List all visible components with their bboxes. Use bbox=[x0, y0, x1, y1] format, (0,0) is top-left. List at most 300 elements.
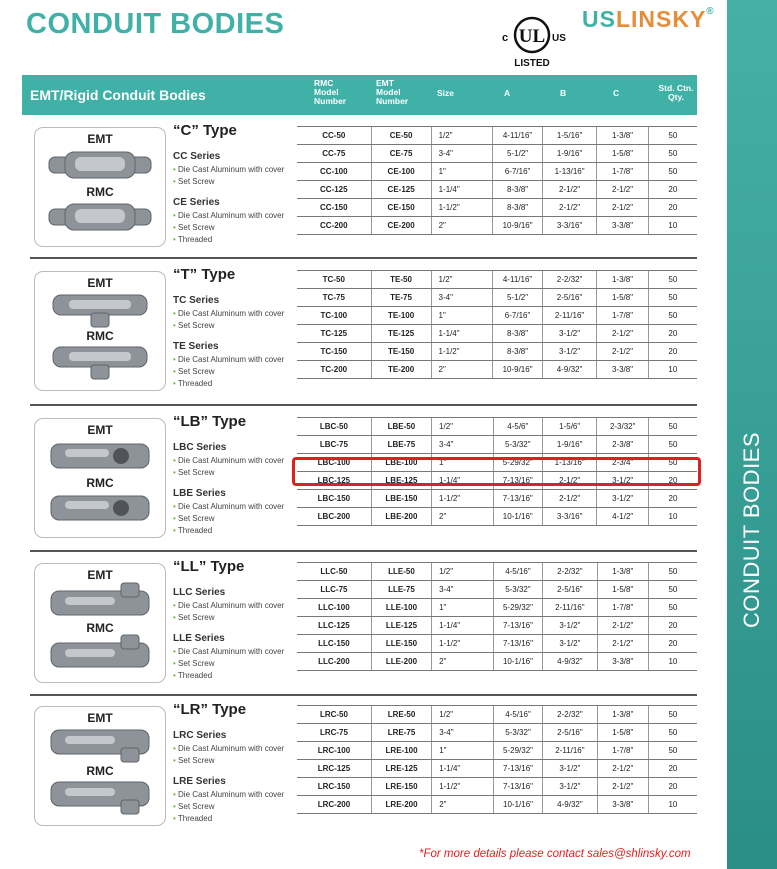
cell-dim-c: 1-7/8" bbox=[597, 163, 648, 181]
cell-emt-model: LLE-200 bbox=[371, 653, 431, 671]
series-name: LRE Series bbox=[173, 776, 226, 787]
cell-dim-a: 5-1/2" bbox=[493, 145, 542, 163]
table-row bbox=[297, 271, 697, 289]
series-feature bbox=[173, 222, 284, 234]
header-qty-line2: Qty. bbox=[668, 92, 684, 102]
cell-dim-a: 5-29/32" bbox=[493, 599, 542, 617]
table-row bbox=[297, 760, 697, 778]
product-image-box bbox=[34, 418, 166, 538]
cell-rmc-model: CC-150 bbox=[297, 199, 371, 217]
cell-dim-c: 3-3/8" bbox=[597, 653, 648, 671]
series1-info bbox=[173, 294, 284, 332]
cell-rmc-model: LBC-50 bbox=[297, 418, 371, 436]
cell-dim-a: 10-9/16" bbox=[493, 361, 542, 379]
bullet-icon: • bbox=[173, 309, 179, 318]
series-feature-text: Set Screw bbox=[178, 756, 215, 765]
cell-emt-model: TE-125 bbox=[371, 325, 431, 343]
series1-info bbox=[173, 729, 284, 767]
cell-dim-c: 1-5/8" bbox=[597, 581, 648, 599]
type-title: “LL” Type bbox=[173, 558, 245, 575]
cell-dim-b: 1-5/16" bbox=[542, 127, 597, 145]
cell-dim-b: 4-9/32" bbox=[543, 653, 598, 671]
series-feature-text: Set Screw bbox=[178, 223, 215, 232]
series-feature-text: Set Screw bbox=[178, 514, 215, 523]
cell-dim-a: 7-13/16" bbox=[493, 635, 542, 653]
cell-emt-model: LBE-125 bbox=[371, 472, 431, 490]
header-b: B bbox=[560, 88, 567, 98]
cell-dim-c: 1-7/8" bbox=[597, 599, 648, 617]
series1-info bbox=[173, 586, 284, 624]
cell-emt-model: LBE-75 bbox=[371, 436, 431, 454]
cell-size: 1-1/2" bbox=[431, 343, 493, 361]
cell-size: 1-1/4" bbox=[432, 617, 494, 635]
cell-std-qty: 10 bbox=[648, 361, 697, 379]
bullet-icon: • bbox=[173, 790, 179, 799]
cell-emt-model: LRE-75 bbox=[371, 724, 431, 742]
ul-listed-text: LISTED bbox=[514, 58, 550, 69]
bullet-icon: • bbox=[173, 321, 179, 330]
cell-size: 2" bbox=[431, 217, 493, 235]
cell-dim-a: 10-9/16" bbox=[493, 217, 542, 235]
bullet-icon: • bbox=[173, 177, 179, 186]
brand-part2: LINSKY bbox=[615, 6, 707, 32]
cell-size: 1/2" bbox=[431, 271, 493, 289]
series-feature-text: Threaded bbox=[177, 814, 213, 823]
cell-emt-model: LRE-100 bbox=[371, 742, 431, 760]
product-image-box bbox=[34, 563, 166, 683]
cell-dim-c: 2-1/2" bbox=[597, 778, 648, 796]
cell-rmc-model: TC-75 bbox=[297, 289, 371, 307]
table-row bbox=[297, 796, 697, 814]
cell-dim-a: 5-3/32" bbox=[493, 436, 542, 454]
table-row bbox=[297, 325, 697, 343]
cell-dim-b: 2-1/2" bbox=[542, 490, 597, 508]
series-feature bbox=[173, 378, 284, 390]
series2-info bbox=[173, 196, 284, 246]
series-feature-text: Threaded bbox=[177, 379, 213, 388]
cell-dim-c: 3-3/8" bbox=[597, 217, 648, 235]
cell-std-qty: 20 bbox=[648, 343, 697, 361]
cell-rmc-model: LBC-200 bbox=[297, 508, 371, 526]
cell-dim-b: 1-13/16" bbox=[542, 454, 597, 472]
cell-dim-a: 10-1/16" bbox=[493, 508, 542, 526]
cell-dim-c: 1-5/8" bbox=[597, 289, 648, 307]
conduit-emt-image bbox=[45, 145, 155, 185]
brand-part1: US bbox=[582, 6, 616, 32]
cell-size: 1" bbox=[431, 307, 493, 325]
series-name: TE Series bbox=[173, 341, 219, 352]
table-row bbox=[297, 635, 697, 653]
cell-rmc-model: CC-200 bbox=[297, 217, 371, 235]
cell-size: 1-1/2" bbox=[431, 199, 493, 217]
cell-std-qty: 50 bbox=[648, 307, 697, 325]
series-feature-text: Die Cast Aluminum with cover bbox=[178, 744, 285, 753]
header-emt-model bbox=[376, 79, 408, 106]
series2-info bbox=[173, 487, 284, 537]
cell-emt-model: CE-75 bbox=[371, 145, 431, 163]
table-row bbox=[297, 742, 697, 760]
bullet-icon: • bbox=[173, 601, 179, 610]
bullet-icon: • bbox=[173, 671, 178, 680]
bullet-icon: • bbox=[173, 468, 179, 477]
series-feature bbox=[173, 176, 284, 188]
header-rmc-line2: Model bbox=[314, 87, 339, 97]
cell-size: 1-1/4" bbox=[432, 760, 494, 778]
series-name: TC Series bbox=[173, 295, 220, 306]
cell-emt-model: CE-125 bbox=[371, 181, 431, 199]
bullet-icon: • bbox=[173, 514, 179, 523]
cell-emt-model: LBE-200 bbox=[371, 508, 431, 526]
header-emt-line1: EMT bbox=[376, 78, 394, 88]
cell-dim-b: 1-9/16" bbox=[542, 436, 597, 454]
series-feature bbox=[173, 513, 284, 525]
series-feature bbox=[173, 164, 284, 176]
cell-std-qty: 50 bbox=[648, 742, 697, 760]
cell-dim-c: 2-1/2" bbox=[597, 635, 648, 653]
cell-std-qty: 20 bbox=[648, 199, 697, 217]
header-rmc-line1: RMC bbox=[314, 78, 334, 88]
cell-dim-c: 1-5/8" bbox=[597, 724, 648, 742]
table-row bbox=[297, 418, 697, 436]
series-feature bbox=[173, 670, 284, 682]
table-header-bar bbox=[22, 75, 697, 115]
cell-size: 1/2" bbox=[431, 127, 493, 145]
table-row bbox=[297, 617, 697, 635]
cell-size: 1-1/2" bbox=[432, 635, 494, 653]
rmc-label: RMC bbox=[86, 621, 114, 635]
bullet-icon: • bbox=[173, 647, 179, 656]
cell-rmc-model: LRC-100 bbox=[297, 742, 371, 760]
conduit-rmc-image bbox=[45, 341, 155, 381]
cell-std-qty: 20 bbox=[648, 617, 697, 635]
cell-rmc-model: LRC-75 bbox=[297, 724, 371, 742]
cell-size: 3-4" bbox=[431, 289, 493, 307]
series-feature bbox=[173, 743, 284, 755]
cell-std-qty: 50 bbox=[648, 454, 697, 472]
cell-dim-b: 3-1/2" bbox=[543, 635, 598, 653]
series-name: LLE Series bbox=[173, 633, 225, 644]
bullet-icon: • bbox=[173, 367, 179, 376]
table-row bbox=[297, 563, 697, 581]
highlight-box bbox=[292, 457, 701, 486]
cell-std-qty: 20 bbox=[648, 760, 697, 778]
bullet-icon: • bbox=[173, 526, 178, 535]
cell-rmc-model: TC-150 bbox=[297, 343, 371, 361]
series-feature bbox=[173, 801, 284, 813]
cell-std-qty: 50 bbox=[648, 163, 697, 181]
cell-std-qty: 10 bbox=[648, 217, 697, 235]
table-title: EMT/Rigid Conduit Bodies bbox=[30, 87, 206, 103]
cell-rmc-model: LLC-75 bbox=[297, 581, 371, 599]
cell-emt-model: TE-75 bbox=[371, 289, 431, 307]
header-c: C bbox=[613, 88, 620, 98]
spec-table bbox=[297, 270, 697, 379]
conduit-rmc-image bbox=[45, 197, 155, 237]
series-feature bbox=[173, 646, 284, 658]
cell-dim-b: 3-1/2" bbox=[542, 343, 597, 361]
table-row bbox=[297, 508, 697, 526]
cell-dim-c: 2-1/2" bbox=[597, 760, 648, 778]
cell-size: 1/2" bbox=[432, 418, 494, 436]
cell-size: 1/2" bbox=[432, 706, 494, 724]
series-feature bbox=[173, 600, 284, 612]
cell-emt-model: CE-200 bbox=[371, 217, 431, 235]
cell-dim-b: 2-2/32" bbox=[542, 271, 597, 289]
series-feature bbox=[173, 525, 284, 537]
cell-std-qty: 50 bbox=[648, 563, 697, 581]
cell-dim-b: 1-5/6" bbox=[542, 418, 597, 436]
cell-emt-model: LBE-100 bbox=[371, 454, 431, 472]
cell-dim-b: 2-11/16" bbox=[543, 742, 598, 760]
cell-rmc-model: TC-125 bbox=[297, 325, 371, 343]
bullet-icon: • bbox=[173, 659, 179, 668]
series-feature-text: Set Screw bbox=[178, 367, 215, 376]
cell-rmc-model: LRC-200 bbox=[297, 796, 371, 814]
type-title: “LB” Type bbox=[173, 413, 247, 430]
cell-size: 1" bbox=[432, 454, 494, 472]
cell-rmc-model: LBC-150 bbox=[297, 490, 371, 508]
table-row bbox=[297, 581, 697, 599]
cell-dim-b: 2-5/16" bbox=[543, 581, 598, 599]
cell-dim-b: 3-3/16" bbox=[542, 508, 597, 526]
bullet-icon: • bbox=[173, 613, 179, 622]
bullet-icon: • bbox=[173, 165, 179, 174]
series-name: LBE Series bbox=[173, 488, 226, 499]
cell-dim-a: 7-13/16" bbox=[493, 760, 542, 778]
cell-size: 2" bbox=[432, 653, 494, 671]
table-row bbox=[297, 724, 697, 742]
type-title: “T” Type bbox=[173, 266, 236, 283]
cell-dim-a: 5-3/32" bbox=[493, 724, 542, 742]
header-emt-line3: Number bbox=[376, 96, 409, 106]
cell-dim-a: 5-29/32" bbox=[493, 454, 542, 472]
cell-dim-c: 1-3/8" bbox=[597, 563, 648, 581]
series-name: CE Series bbox=[173, 197, 220, 208]
cell-dim-b: 3-1/2" bbox=[542, 325, 597, 343]
ul-listed-logo bbox=[493, 14, 571, 72]
series-feature bbox=[173, 455, 284, 467]
ul-us-text: US bbox=[552, 33, 566, 44]
cell-emt-model: LRE-200 bbox=[371, 796, 431, 814]
emt-label: EMT bbox=[87, 568, 113, 582]
series-feature bbox=[173, 308, 284, 320]
spec-table bbox=[297, 126, 697, 235]
cell-std-qty: 20 bbox=[648, 472, 697, 490]
series1-info bbox=[173, 150, 284, 188]
cell-size: 2" bbox=[432, 508, 494, 526]
series-name: LRC Series bbox=[173, 730, 227, 741]
cell-rmc-model: TC-100 bbox=[297, 307, 371, 325]
table-row bbox=[297, 289, 697, 307]
cell-dim-b: 3-1/2" bbox=[543, 760, 598, 778]
type-title: “C” Type bbox=[173, 122, 237, 139]
cell-rmc-model: CC-100 bbox=[297, 163, 371, 181]
cell-dim-a: 4-5/16" bbox=[493, 563, 542, 581]
cell-rmc-model: LLC-100 bbox=[297, 599, 371, 617]
cell-dim-c: 1-3/8" bbox=[597, 127, 648, 145]
series-feature bbox=[173, 501, 284, 513]
cell-dim-b: 2-5/16" bbox=[542, 289, 597, 307]
series-feature-text: Threaded bbox=[177, 526, 213, 535]
cell-size: 1-1/2" bbox=[432, 490, 494, 508]
cell-std-qty: 50 bbox=[648, 581, 697, 599]
cell-dim-c: 1-3/8" bbox=[597, 706, 648, 724]
cell-emt-model: LRE-125 bbox=[371, 760, 431, 778]
series-feature-text: Set Screw bbox=[178, 468, 215, 477]
emt-label: EMT bbox=[87, 423, 113, 437]
cell-dim-b: 3-3/16" bbox=[542, 217, 597, 235]
bullet-icon: • bbox=[173, 814, 178, 823]
cell-dim-b: 2-2/32" bbox=[543, 706, 598, 724]
cell-dim-c: 1-7/8" bbox=[597, 307, 648, 325]
series-feature bbox=[173, 612, 284, 624]
cell-rmc-model: LLC-50 bbox=[297, 563, 371, 581]
series-feature bbox=[173, 210, 284, 222]
cell-emt-model: TE-200 bbox=[371, 361, 431, 379]
cell-dim-a: 6-7/16" bbox=[493, 163, 542, 181]
series-feature-text: Set Screw bbox=[178, 659, 215, 668]
conduit-emt-image bbox=[45, 436, 155, 476]
cell-rmc-model: LBC-125 bbox=[297, 472, 371, 490]
cell-size: 2" bbox=[431, 361, 493, 379]
series-feature bbox=[173, 813, 284, 825]
page-title: CONDUIT BODIES bbox=[26, 8, 285, 40]
cell-rmc-model: TC-200 bbox=[297, 361, 371, 379]
series-name: LLC Series bbox=[173, 587, 226, 598]
brand-logo bbox=[582, 6, 715, 33]
table-row bbox=[297, 706, 697, 724]
cell-size: 3-4" bbox=[432, 724, 494, 742]
table-row bbox=[297, 653, 697, 671]
conduit-rmc-image bbox=[45, 488, 155, 528]
cell-dim-c: 3-3/8" bbox=[597, 361, 648, 379]
cell-dim-a: 5-1/2" bbox=[493, 289, 542, 307]
cell-dim-a: 8-3/8" bbox=[493, 181, 542, 199]
table-row bbox=[297, 217, 697, 235]
cell-dim-b: 4-9/32" bbox=[543, 796, 598, 814]
cell-dim-b: 2-5/16" bbox=[543, 724, 598, 742]
cell-rmc-model: LRC-150 bbox=[297, 778, 371, 796]
cell-rmc-model: LBC-100 bbox=[297, 454, 371, 472]
header-size: Size bbox=[437, 88, 455, 98]
cell-dim-a: 10-1/16" bbox=[493, 796, 542, 814]
bullet-icon: • bbox=[173, 756, 179, 765]
cell-dim-c: 4-1/2" bbox=[597, 508, 648, 526]
cell-dim-b: 2-1/2" bbox=[542, 181, 597, 199]
cell-dim-a: 7-13/16" bbox=[493, 490, 542, 508]
cell-size: 1" bbox=[431, 163, 493, 181]
cell-std-qty: 50 bbox=[648, 724, 697, 742]
series1-info bbox=[173, 441, 284, 479]
cell-std-qty: 50 bbox=[648, 271, 697, 289]
cell-size: 1-1/4" bbox=[431, 181, 493, 199]
cell-dim-b: 1-13/16" bbox=[542, 163, 597, 181]
series-feature-text: Die Cast Aluminum with cover bbox=[178, 601, 285, 610]
series2-info bbox=[173, 775, 284, 825]
cell-emt-model: LLE-50 bbox=[371, 563, 431, 581]
type-title: “LR” Type bbox=[173, 701, 247, 718]
table-row bbox=[297, 778, 697, 796]
table-row bbox=[297, 181, 697, 199]
brand-registered: ® bbox=[706, 6, 715, 17]
cell-dim-c: 2-3/32" bbox=[597, 418, 648, 436]
cell-emt-model: LLE-125 bbox=[371, 617, 431, 635]
cell-rmc-model: LRC-50 bbox=[297, 706, 371, 724]
conduit-emt-image bbox=[45, 581, 155, 621]
cell-dim-a: 5-29/32" bbox=[493, 742, 542, 760]
table-row bbox=[297, 599, 697, 617]
conduit-emt-image bbox=[45, 289, 155, 329]
cell-dim-c: 2-1/2" bbox=[597, 343, 648, 361]
cell-emt-model: LBE-50 bbox=[371, 418, 431, 436]
section-ll-type bbox=[30, 554, 697, 699]
table-row bbox=[297, 307, 697, 325]
cell-dim-a: 4-5/16" bbox=[493, 706, 542, 724]
cell-dim-b: 2-1/2" bbox=[542, 472, 597, 490]
cell-std-qty: 10 bbox=[648, 508, 697, 526]
table-row bbox=[297, 490, 697, 508]
cell-dim-c: 1-3/8" bbox=[597, 271, 648, 289]
cell-emt-model: CE-150 bbox=[371, 199, 431, 217]
cell-size: 2" bbox=[432, 796, 494, 814]
cell-rmc-model: LLC-150 bbox=[297, 635, 371, 653]
series-feature-text: Die Cast Aluminum with cover bbox=[178, 456, 285, 465]
header-std-qty bbox=[658, 84, 694, 102]
cell-dim-c: 2-1/2" bbox=[597, 199, 648, 217]
cell-size: 1-1/2" bbox=[432, 778, 494, 796]
cell-size: 3-4" bbox=[432, 581, 494, 599]
cell-size: 1-1/4" bbox=[431, 325, 493, 343]
series-feature-text: Die Cast Aluminum with cover bbox=[178, 309, 285, 318]
cell-std-qty: 20 bbox=[648, 181, 697, 199]
bullet-icon: • bbox=[173, 502, 179, 511]
cell-emt-model: LLE-75 bbox=[371, 581, 431, 599]
cell-emt-model: TE-50 bbox=[371, 271, 431, 289]
header-rmc-model bbox=[314, 79, 346, 106]
cell-emt-model: TE-150 bbox=[371, 343, 431, 361]
conduit-rmc-image bbox=[45, 633, 155, 673]
series-feature-text: Set Screw bbox=[178, 177, 215, 186]
cell-dim-b: 3-1/2" bbox=[543, 778, 598, 796]
series-feature-text: Die Cast Aluminum with cover bbox=[178, 790, 285, 799]
spec-table bbox=[297, 705, 697, 814]
rmc-label: RMC bbox=[86, 329, 114, 343]
cell-std-qty: 50 bbox=[648, 706, 697, 724]
series-feature bbox=[173, 755, 284, 767]
cell-dim-c: 2-1/2" bbox=[597, 325, 648, 343]
spec-table bbox=[297, 562, 697, 671]
cell-emt-model: LLE-150 bbox=[371, 635, 431, 653]
ul-c-text: c bbox=[501, 32, 509, 44]
emt-label: EMT bbox=[87, 276, 113, 290]
table-row bbox=[297, 199, 697, 217]
cell-rmc-model: CC-75 bbox=[297, 145, 371, 163]
series-feature bbox=[173, 354, 284, 366]
cell-rmc-model: LLC-125 bbox=[297, 617, 371, 635]
cell-std-qty: 20 bbox=[648, 490, 697, 508]
cell-emt-model: CE-50 bbox=[371, 127, 431, 145]
series-feature-text: Threaded bbox=[177, 671, 213, 680]
cell-size: 1/2" bbox=[432, 563, 494, 581]
table-row bbox=[297, 343, 697, 361]
rmc-label: RMC bbox=[86, 764, 114, 778]
cell-emt-model: LRE-50 bbox=[371, 706, 431, 724]
cell-std-qty: 50 bbox=[648, 127, 697, 145]
cell-emt-model: LRE-150 bbox=[371, 778, 431, 796]
cell-dim-b: 2-2/32" bbox=[543, 563, 598, 581]
bullet-icon: • bbox=[173, 211, 179, 220]
series-feature-text: Die Cast Aluminum with cover bbox=[178, 165, 285, 174]
